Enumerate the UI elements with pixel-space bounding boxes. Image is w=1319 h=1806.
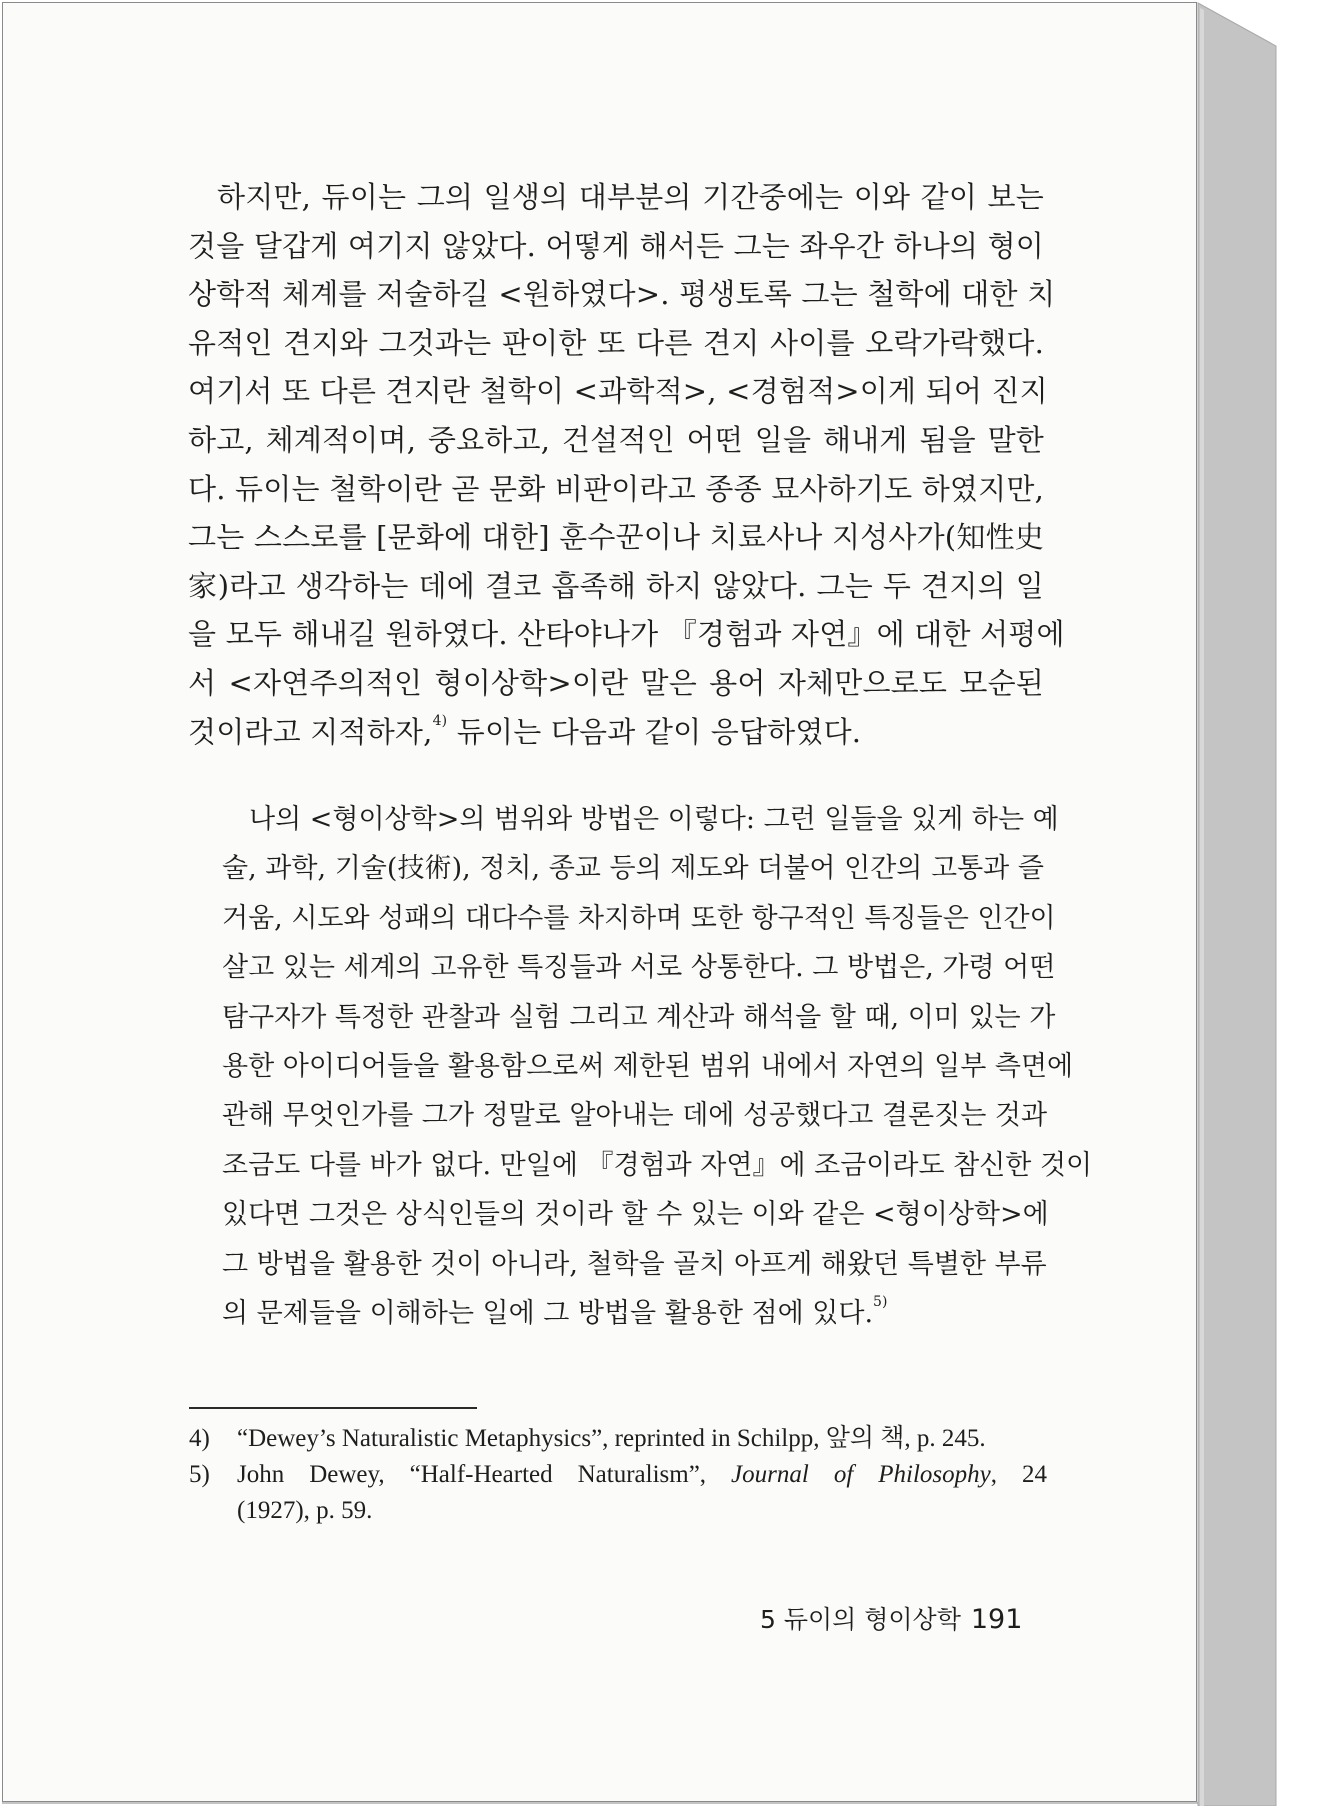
running-footer: [760, 1600, 1023, 1636]
quote-line: 술, 과학, 기술(技術), 정치, 종교 등의 제도와 더불어 인간의 고통과 즐: [222, 853, 1044, 885]
book-side-highlight: [1200, 8, 1204, 1806]
text-line: 서 <자연주의적인 형이상학>이란 말은 용어 자체만으로도 모순된: [188, 665, 1044, 700]
text-line: 여기서 또 다른 견지란 철학이 <과학적>, <경험적>이게 되어 진지: [188, 374, 1048, 409]
quote-line: 조금도 다를 바가 없다. 만일에 『경험과 자연』에 조금이라도 참신한 것이: [222, 1149, 1093, 1181]
footnotes: [189, 1421, 1047, 1529]
quote-line: 살고 있는 세계의 고유한 특징들과 서로 상통한다. 그 방법은, 가령 어떤: [222, 952, 1056, 984]
quote-line: 의 문제들을 이해하는 일에 그 방법을 활용한 점에 있다.$^{5)}$: [222, 1294, 888, 1330]
footnote-4: [189, 1421, 1047, 1457]
text-line: 하고, 체계적이며, 중요하고, 건설적인 어떤 일을 해내게 됨을 말한: [188, 422, 1044, 457]
footnote-5-continuation: (1927), p. 59.: [237, 1497, 373, 1524]
quote-line: 나의 <형이상학>의 범위와 방법은 이렇다: 그런 일들을 있게 하는 예: [249, 804, 1059, 835]
footnote-reference-5[interactable]: 5): [873, 1294, 888, 1311]
footnote-text: “Dewey’s Naturalistic Metaphysics”, reprinted in Schilpp, 앞의 책, p. 245.: [237, 1425, 986, 1452]
text-line: 유적인 견지와 그것과는 판이한 또 다른 견지 사이를 오락가락했다.: [188, 325, 1044, 360]
footnote-separator: [189, 1407, 477, 1409]
quote-line: 그 방법을 활용한 것이 아니라, 철학을 골치 아프게 해왔던 특별한 부류: [222, 1248, 1047, 1280]
text-line: 그는 스스로를 [문화에 대한] 훈수꾼이나 치료사나 지성사가(知性史: [188, 520, 1044, 555]
text-line: 상학적 체계를 저술하길 <원하였다>. 평생토록 그는 철학에 대한 치: [188, 277, 1056, 312]
text-line: 하지만, 듀이는 그의 일생의 대부분의 기간중에는 이와 같이 보는: [217, 180, 1044, 214]
footnote-5: [189, 1457, 1047, 1493]
footnote-text: John Dewey, “Half-Hearted Naturalism”,: [237, 1461, 732, 1488]
footnote-text: , 24: [990, 1461, 1047, 1488]
page-number: 191: [970, 1604, 1023, 1635]
book-side-thickness: [1198, 3, 1276, 1806]
quote-line: 관해 무엇인가를 그가 정말로 알아내는 데에 성공했다고 결론짓는 것과: [222, 1100, 1048, 1132]
text-line: 것이라고 지적하자,$^{4)}$ 듀이는 다음과 같이 응답하였다.: [188, 712, 862, 749]
main-paragraph: [188, 173, 1065, 756]
quote-line: 거움, 시도와 성패의 대다수를 차지하며 또한 항구적인 특징들은 인간이: [222, 902, 1056, 934]
text-line: 것을 달갑게 여기지 않았다. 어떻게 해서든 그는 좌우간 하나의 형이: [188, 228, 1044, 263]
quote-line: 탐구자가 특정한 관찰과 실험 그리고 계산과 해석을 할 때, 이미 있는 가: [222, 1001, 1056, 1033]
text-line: 을 모두 해내길 원하였다. 산타야나가 『경험과 자연』에 대한 서평에: [188, 617, 1065, 652]
block-quote: [222, 795, 1093, 1338]
footnote-reference-4[interactable]: 4): [432, 712, 448, 729]
text-line: 家)라고 생각하는 데에 결코 흡족해 하지 않았다. 그는 두 견지의 일: [188, 568, 1044, 603]
chapter-title: 5 듀이의 형이상학: [760, 1605, 961, 1634]
footnote-number: 5): [189, 1461, 210, 1488]
quote-line: 용한 아이디어들을 활용함으로써 제한된 범위 내에서 자연의 일부 측면에: [222, 1051, 1074, 1083]
journal-title: Journal of Philosophy: [731, 1461, 991, 1488]
text-line: 다. 듀이는 철학이란 곧 문화 비판이라고 종종 묘사하기도 하였지만,: [188, 471, 1044, 506]
footnote-number: 4): [189, 1425, 210, 1452]
quote-line: 있다면 그것은 상식인들의 것이라 할 수 있는 이와 같은 <형이상학>에: [222, 1199, 1049, 1231]
